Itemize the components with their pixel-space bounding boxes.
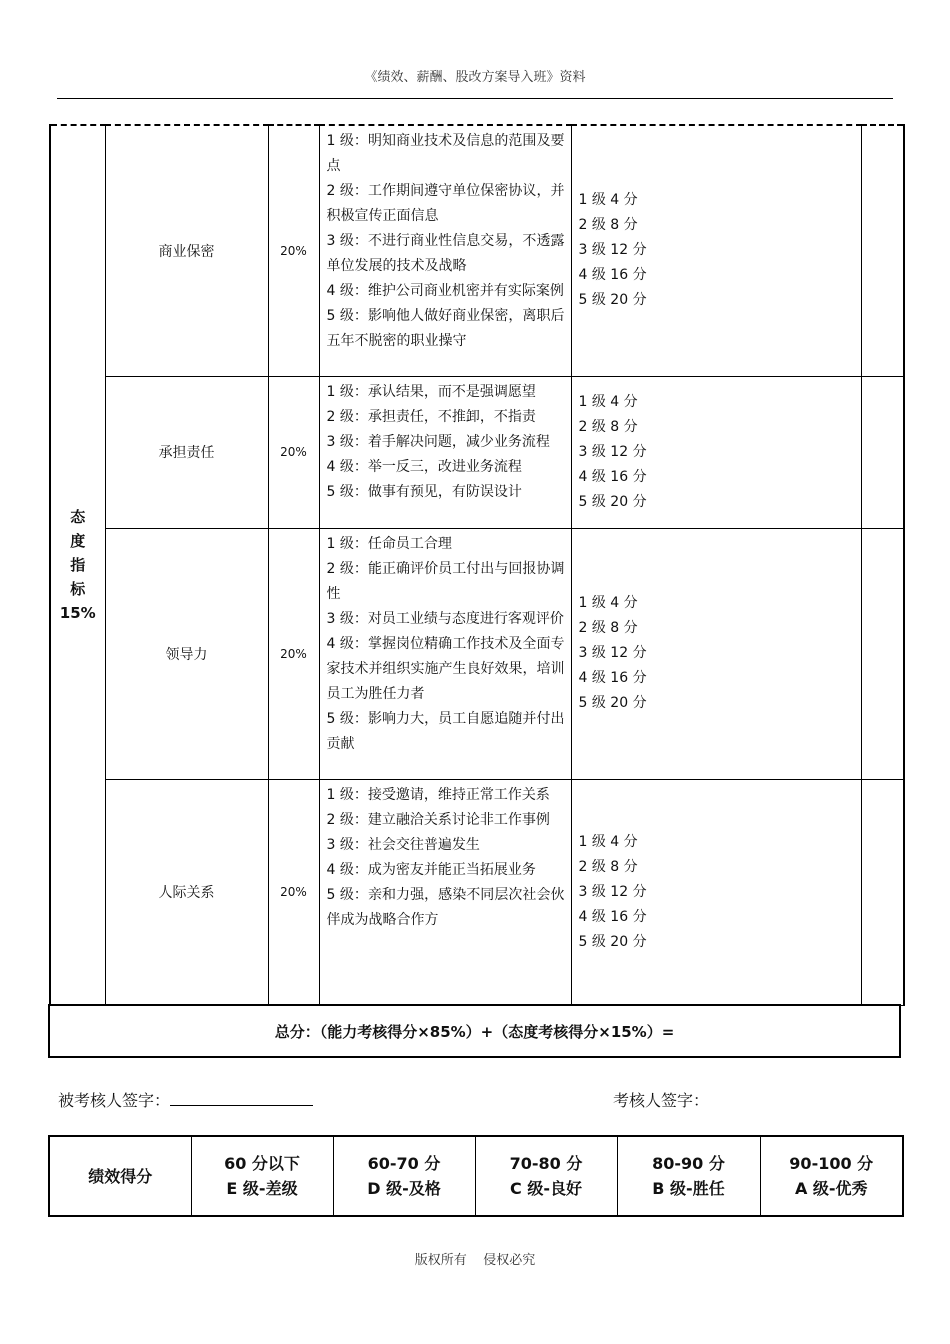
table-row (50, 376, 904, 528)
level-item: 1 级：任命员工合理 (326, 535, 452, 552)
level-item: 2 级：承担责任，不推卸，不指责 (326, 408, 536, 425)
indicator-weight: 20% (268, 376, 319, 528)
score-item: 2 级 8 分 (578, 858, 638, 875)
score-item: 3 级 12 分 (578, 443, 647, 460)
header-divider (57, 98, 893, 99)
score-item: 3 级 12 分 (578, 883, 647, 900)
level-item: 5 级：影响他人做好商业保密，离职后五年不脱密的职业操守 (326, 308, 565, 349)
indicator-name: 商业保密 (105, 125, 268, 376)
score-item: 3 级 12 分 (578, 645, 647, 661)
indicator-weight: 20% (268, 779, 319, 1005)
grade-cell (760, 1136, 903, 1216)
score-item: 4 级 16 分 (578, 670, 647, 686)
table-row (50, 125, 904, 376)
grade-range: 60-70 分 (367, 1154, 441, 1173)
total-score-formula: 总分：（能力考核得分×85%）+（态度考核得分×15%）= (48, 1004, 901, 1058)
level-item: 4 级：掌握岗位精确工作技术及全面专家技术并组织实施产生良好效果，培训员工为胜任力者 (326, 635, 565, 702)
grade-cell (617, 1136, 760, 1216)
category-char: 标 (70, 580, 86, 599)
indicator-weight: 20% (268, 528, 319, 779)
grade-cell (333, 1136, 475, 1216)
level-description (319, 528, 571, 779)
grade-range: 90-100 分 (789, 1154, 874, 1173)
score-item: 5 级 20 分 (578, 493, 647, 510)
level-item: 4 级：成为密友并能正当拓展业务 (326, 861, 536, 878)
level-item: 5 级：做事有预见，有防误设计 (326, 483, 522, 500)
category-cell (50, 125, 105, 1005)
score-item: 1 级 4 分 (578, 595, 638, 611)
category-char: 度 (70, 532, 86, 551)
assessor-signature-label: 考核人签字： (613, 1091, 710, 1110)
level-item: 2 级：工作期间遵守单位保密协议，并积极宣传正面信息 (326, 183, 565, 224)
grade-range: 80-90 分 (652, 1154, 725, 1173)
score-item: 1 级 4 分 (578, 833, 638, 850)
page-header: 《绩效、薪酬、股改方案导入班》资料 (364, 70, 586, 85)
score-scale (571, 376, 861, 528)
page-footer: 版权所有 侵权必究 (414, 1253, 536, 1268)
result-cell[interactable] (861, 376, 904, 528)
level-item: 5 级：亲和力强，感染不同层次社会伙伴成为战略合作方 (326, 886, 565, 928)
signature-line[interactable] (170, 1091, 313, 1106)
category-char: 指 (70, 556, 86, 575)
score-item: 2 级 8 分 (578, 620, 638, 636)
score-item: 5 级 20 分 (578, 292, 647, 309)
table-row (50, 779, 904, 1005)
score-item: 4 级 16 分 (578, 468, 647, 485)
score-item: 2 级 8 分 (578, 418, 638, 435)
level-item: 3 级：着手解决问题，减少业务流程 (326, 433, 550, 450)
result-cell[interactable] (861, 125, 904, 376)
level-description (319, 779, 571, 1005)
category-weight: 15% (59, 604, 96, 623)
indicator-name: 领导力 (105, 528, 268, 779)
grade-level: A 级-优秀 (794, 1179, 868, 1198)
assessee-signature-label: 被考核人签字： (58, 1091, 171, 1110)
level-item: 3 级：对员工业绩与态度进行客观评价 (326, 610, 564, 627)
level-item: 4 级：举一反三，改进业务流程 (326, 458, 522, 475)
score-item: 1 级 4 分 (578, 393, 638, 410)
assessee-signature (58, 1088, 313, 1111)
level-item: 2 级：建立融洽关系讨论非工作事例 (326, 811, 550, 828)
indicator-name: 人际关系 (105, 779, 268, 1005)
level-item: 4 级：维护公司商业机密并有实际案例 (326, 283, 564, 299)
grade-cell (475, 1136, 617, 1216)
level-item: 1 级：承认结果，而不是强调愿望 (326, 383, 536, 400)
level-item: 2 级：能正确评价员工付出与回报协调性 (326, 560, 565, 602)
level-item: 3 级：社会交往普遍发生 (326, 836, 480, 853)
score-item: 1 级 4 分 (578, 192, 638, 209)
score-item: 2 级 8 分 (578, 217, 638, 234)
grade-label: 绩效得分 (49, 1136, 191, 1216)
category-char: 态 (70, 508, 86, 527)
table-row (49, 1136, 903, 1216)
score-item: 5 级 20 分 (578, 933, 647, 950)
score-item: 4 级 16 分 (578, 267, 647, 284)
score-item: 5 级 20 分 (578, 695, 647, 711)
result-cell[interactable] (861, 779, 904, 1005)
level-item: 5 级：影响力大，员工自愿追随并付出贡献 (326, 710, 565, 752)
grade-level: D 级-及格 (367, 1179, 441, 1198)
grade-scale-table (48, 1135, 904, 1217)
score-scale (571, 528, 861, 779)
assessor-signature (613, 1088, 709, 1111)
grade-cell (191, 1136, 333, 1216)
indicator-name: 承担责任 (105, 376, 268, 528)
score-item: 4 级 16 分 (578, 908, 647, 925)
grade-level: B 级-胜任 (652, 1179, 725, 1198)
level-description (319, 125, 571, 376)
level-description (319, 376, 571, 528)
score-scale (571, 779, 861, 1005)
grade-range: 60 分以下 (224, 1154, 300, 1173)
grade-level: C 级-良好 (510, 1179, 582, 1198)
score-item: 3 级 12 分 (578, 242, 647, 259)
level-item: 1 级：接受邀请，维持正常工作关系 (326, 786, 550, 803)
level-item: 1 级：明知商业技术及信息的范围及要点 (326, 133, 565, 174)
level-item: 3 级：不进行商业性信息交易，不透露单位发展的技术及战略 (326, 233, 565, 274)
result-cell[interactable] (861, 528, 904, 779)
score-scale (571, 125, 861, 376)
table-row (50, 528, 904, 779)
indicator-weight: 20% (268, 125, 319, 376)
grade-range: 70-80 分 (509, 1154, 583, 1173)
grade-level: E 级-差级 (226, 1179, 298, 1198)
attitude-indicators-table (49, 124, 905, 1006)
